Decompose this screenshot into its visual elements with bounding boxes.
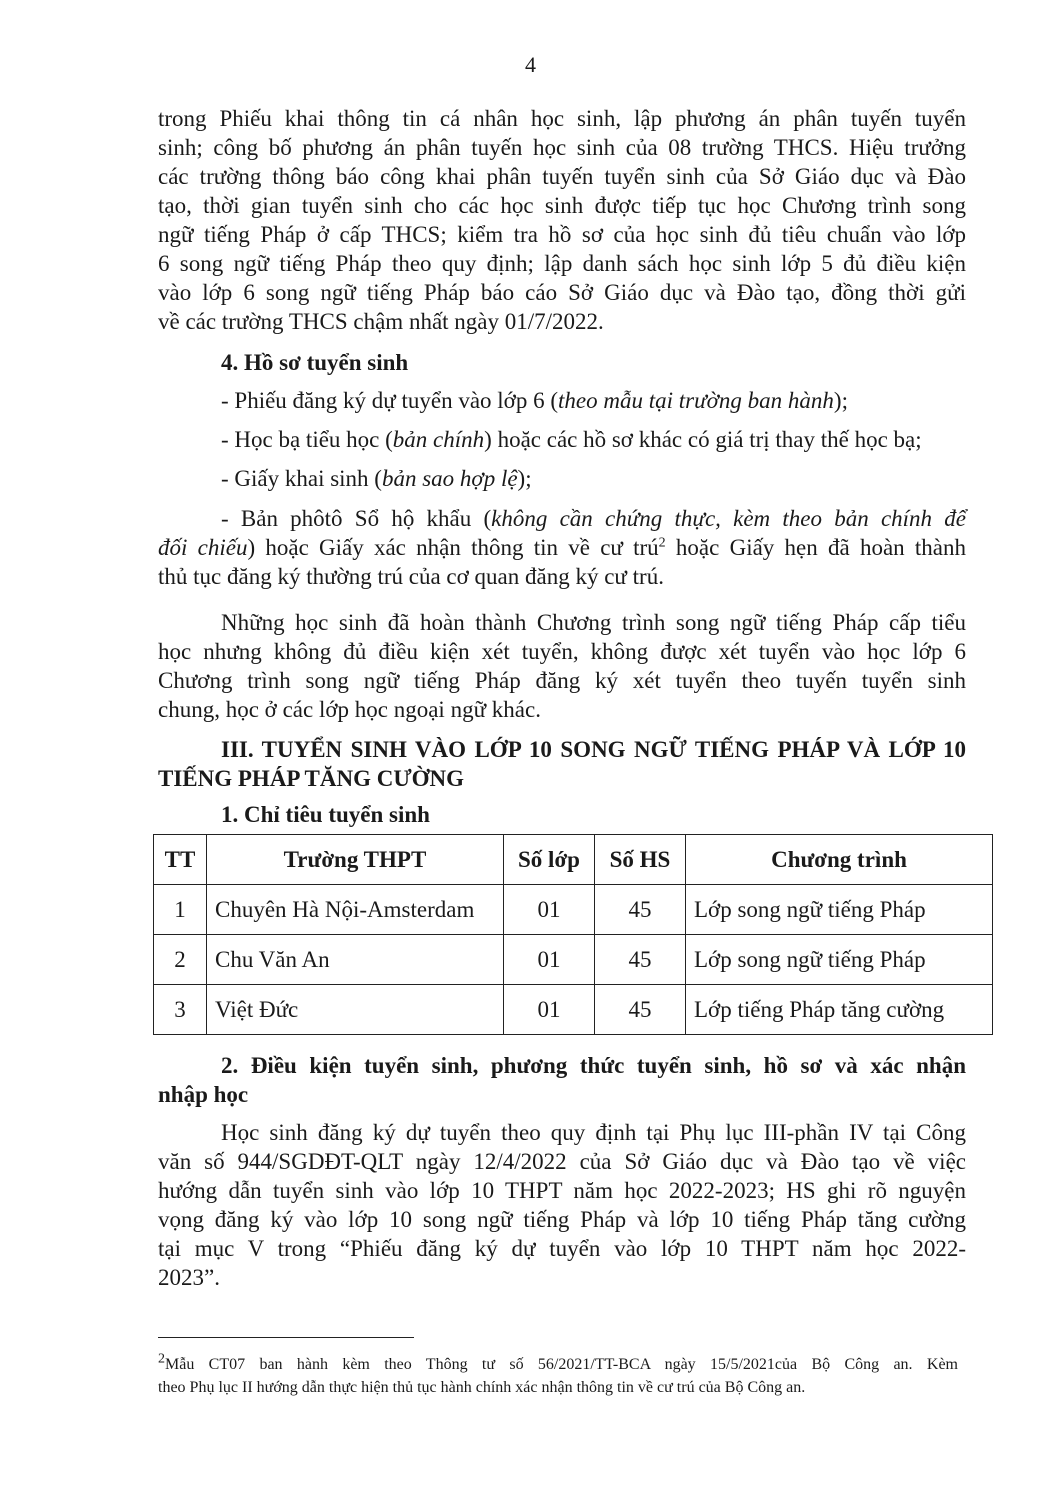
table-cell: Chuyên Hà Nội-Amsterdam (207, 885, 504, 935)
note-paragraph: Những học sinh đã hoàn thành Chương trình song ngữ tiếng Pháp cấp tiểu học nhưng không đủ điều kiện xét tuyển, không được xét tuyển vào học lớp 6 Chương trình song ngữ tiếng Pháp đăng ký xét tuyển theo tuyến tuyển sinh chung, học ở các lớp học ngoại ngữ khác. (158, 610, 966, 722)
page-number: 4 (525, 52, 536, 77)
column-header: TT (154, 835, 207, 885)
section-3-heading: III. TUYỂN SINH VÀO LỚP 10 SONG NGỮ TIẾNG PHÁP VÀ LỚP 10 TIẾNG PHÁP TĂNG CƯỜNG (158, 737, 966, 791)
text-line: về các trường THCS chậm nhất ngày 01/7/2022. (158, 309, 604, 334)
table-cell: 01 (504, 885, 595, 935)
footnote-divider (158, 1337, 414, 1338)
document-item-1: - Phiếu đăng ký dự tuyển vào lớp 6 (theo mẫu tại trường ban hành); (221, 388, 848, 413)
quota-table (153, 834, 993, 1035)
footnote: $^2$Mẫu CT07 ban hành kèm theo Thông tư số 56/2021/TT-BCA ngày 15/5/2021của Bộ Công an. Kèm theo Phụ lục II hướng dẫn thực hiện thủ tục hành chính xác nhận thông tin về cư trú của Bộ Công an. (158, 1351, 958, 1396)
column-header: Số HS (595, 835, 686, 885)
text-line: trong Phiếu khai thông tin cá nhân học sinh, lập phương án phân tuyến tuyển (158, 106, 966, 131)
table-row (154, 985, 993, 1035)
text-line: các trường thông báo công khai phân tuyến tuyển sinh của Sở Giáo dục và Đào (158, 164, 966, 189)
table-cell: Chu Văn An (207, 935, 504, 985)
text-line: ngữ tiếng Pháp ở cấp THCS; kiểm tra hồ sơ của học sinh đủ tiêu chuẩn vào lớp (158, 222, 966, 247)
table-cell: Việt Đức (207, 985, 504, 1035)
table-cell: 45 (595, 885, 686, 935)
table-cell: 01 (504, 985, 595, 1035)
table-cell: 1 (154, 885, 207, 935)
table-header-row (154, 835, 993, 885)
text-line: 6 song ngữ tiếng Pháp theo quy định; lập danh sách học sinh lớp 5 đủ điều kiện (158, 251, 966, 276)
text-line: vào lớp 6 song ngữ tiếng Pháp báo cáo Sở Giáo dục và Đào tạo, đồng thời gửi (158, 280, 966, 305)
document-item-2: - Học bạ tiểu học (bản chính) hoặc các hồ sơ khác có giá trị thay thế học bạ; (221, 427, 922, 452)
column-header: Trường THPT (207, 835, 504, 885)
text-line: sinh; công bố phương án phân tuyến học sinh của 08 trường THCS. Hiệu trưởng (158, 135, 966, 160)
section-4-heading: 4. Hồ sơ tuyển sinh (221, 350, 409, 375)
intro-paragraph (158, 104, 966, 336)
table-row (154, 885, 993, 935)
text-line: tạo, thời gian tuyển sinh cho các học sinh được tiếp tục học Chương trình song (158, 193, 966, 218)
table-cell: 45 (595, 935, 686, 985)
document-item-4: - Bản phôtô Sổ hộ khẩu (không cần chứng thực, kèm theo bản chính để đối chiếu) hoặc Giấy xác nhận thông tin về cư trú$^2$ hoặc Giấy hẹn đã hoàn thành thủ tục đăng ký thường trú của cơ quan đăng ký cư trú. (158, 506, 967, 589)
column-header: Số lớp (504, 835, 595, 885)
document-item-3: - Giấy khai sinh (bản sao hợp lệ); (221, 466, 532, 491)
admission-paragraph: Học sinh đăng ký dự tuyển theo quy định tại Phụ lục III-phần IV tại Công văn số 944/SGDĐT-QLT ngày 12/4/2022 của Sở Giáo dục và Đào tạo về việc hướng dẫn tuyển sinh vào lớp 10 THPT năm học 2022-2023; HS ghi rõ nguyện vọng đăng ký vào lớp 10 song ngữ tiếng Pháp và lớp 10 tiếng Pháp tăng cường tại mục V trong “Phiếu đăng ký dự tuyển vào lớp 10 THPT năm học 2022- 2023”. (158, 1120, 966, 1290)
table-cell: 45 (595, 985, 686, 1035)
table-cell: 2 (154, 935, 207, 985)
table-cell: 3 (154, 985, 207, 1035)
quota-subheading: 1. Chỉ tiêu tuyển sinh (221, 802, 430, 827)
table-cell: Lớp song ngữ tiếng Pháp (686, 885, 993, 935)
table-cell: Lớp tiếng Pháp tăng cường (686, 985, 993, 1035)
section-3-2-heading: 2. Điều kiện tuyển sinh, phương thức tuyển sinh, hồ sơ và xác nhận nhập học (158, 1053, 966, 1107)
table-cell: 01 (504, 935, 595, 985)
table-cell: Lớp song ngữ tiếng Pháp (686, 935, 993, 985)
column-header: Chương trình (686, 835, 993, 885)
table-row (154, 935, 993, 985)
